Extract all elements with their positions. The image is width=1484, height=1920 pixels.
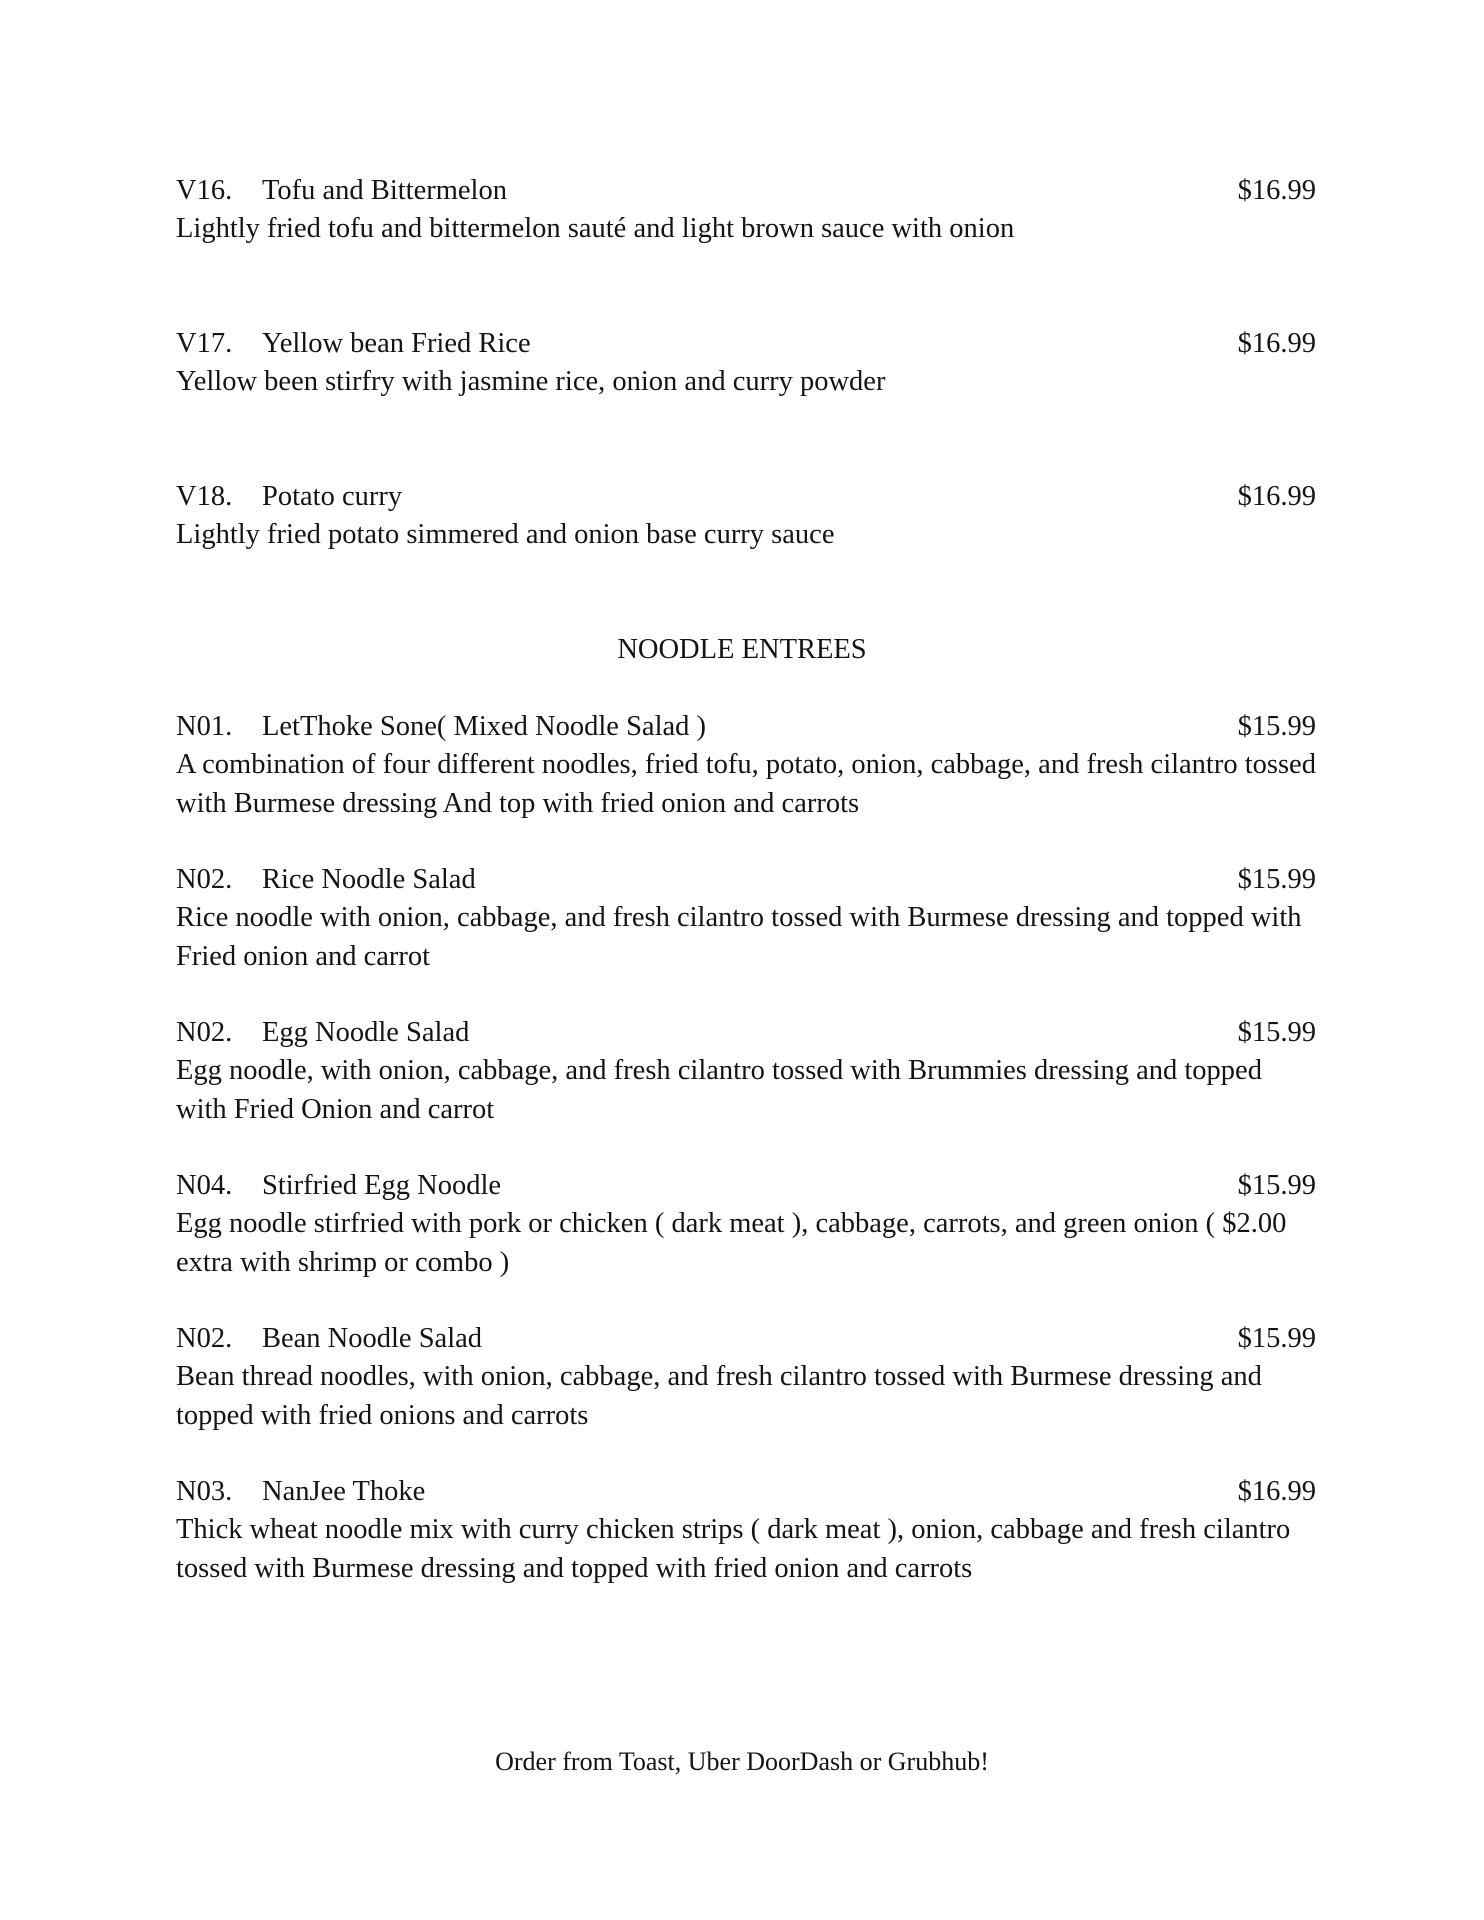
item-code: N03. <box>176 1476 233 1507</box>
item-code: N02. <box>176 1017 233 1048</box>
item-description: Rice noodle with onion, cabbage, and fresh cilantro tossed with Burmese dressing and topped with Fried onion and carrot <box>176 902 1302 972</box>
menu-item-v17 <box>176 325 1316 402</box>
item-code: N02. <box>176 1323 233 1354</box>
item-description: Lightly fried potato simmered and onion base curry sauce <box>176 519 835 550</box>
item-name: LetThoke Sone( Mixed Noodle Salad ) <box>262 711 707 742</box>
item-price: $15.99 <box>1237 864 1316 895</box>
item-description: Thick wheat noodle mix with curry chicken strips ( dark meat ), onion, cabbage and fresh cilantro tossed with Burmese dressing and topped with fried onion and carrots <box>176 1514 1291 1584</box>
item-price: $15.99 <box>1237 1170 1316 1201</box>
item-price: $15.99 <box>1237 711 1316 742</box>
menu-item-v18 <box>176 478 1316 555</box>
item-name: Yellow bean Fried Rice <box>262 328 531 359</box>
item-code: V18. <box>176 481 233 512</box>
item-price: $16.99 <box>1237 1476 1316 1507</box>
order-footer: Order from Toast, Uber DoorDash or Grubhub! <box>495 1747 989 1776</box>
item-code: V17. <box>176 328 233 359</box>
item-description: Egg noodle stirfried with pork or chicken ( dark meat ), cabbage, carrots, and green onion ( $2.00 extra with shrimp or combo ) <box>176 1208 1287 1278</box>
item-name: Bean Noodle Salad <box>262 1323 483 1354</box>
menu-item-n03 <box>176 1473 1316 1588</box>
item-code: N04. <box>176 1170 233 1201</box>
item-name: Stirfried Egg Noodle <box>262 1170 502 1201</box>
item-price: $16.99 <box>1237 481 1316 512</box>
item-price: $16.99 <box>1237 328 1316 359</box>
item-price: $15.99 <box>1237 1323 1316 1354</box>
menu-item-n02-rice <box>176 861 1316 976</box>
menu-item-n01 <box>176 708 1316 823</box>
item-price: $16.99 <box>1237 175 1316 206</box>
item-code: N02. <box>176 864 233 895</box>
item-code: V16. <box>176 175 233 206</box>
item-name: Egg Noodle Salad <box>262 1017 470 1048</box>
menu-item-v16 <box>176 172 1316 249</box>
item-description: Lightly fried tofu and bittermelon sauté and light brown sauce with onion <box>176 213 1015 244</box>
item-name: Rice Noodle Salad <box>262 864 476 895</box>
item-name: Potato curry <box>262 481 403 512</box>
menu-item-n02-egg <box>176 1014 1316 1129</box>
item-price: $15.99 <box>1237 1017 1316 1048</box>
menu-item-n02-bean <box>176 1320 1316 1435</box>
item-code: N01. <box>176 711 233 742</box>
item-description: Bean thread noodles, with onion, cabbage, and fresh cilantro tossed with Burmese dressing and topped with fried onions and carrots <box>176 1361 1262 1431</box>
menu-item-n04 <box>176 1167 1316 1282</box>
item-description: Egg noodle, with onion, cabbage, and fresh cilantro tossed with Brummies dressing and topped with Fried Onion and carrot <box>176 1055 1262 1125</box>
item-description: A combination of four different noodles, fried tofu, potato, onion, cabbage, and fresh cilantro tossed with Burmese dressing And top with fried onion and carrots <box>176 749 1316 819</box>
item-name: Tofu and Bittermelon <box>262 175 507 206</box>
section-title: NOODLE ENTREES <box>617 634 867 665</box>
item-name: NanJee Thoke <box>262 1476 426 1507</box>
item-description: Yellow been stirfry with jasmine rice, onion and curry powder <box>176 366 886 397</box>
